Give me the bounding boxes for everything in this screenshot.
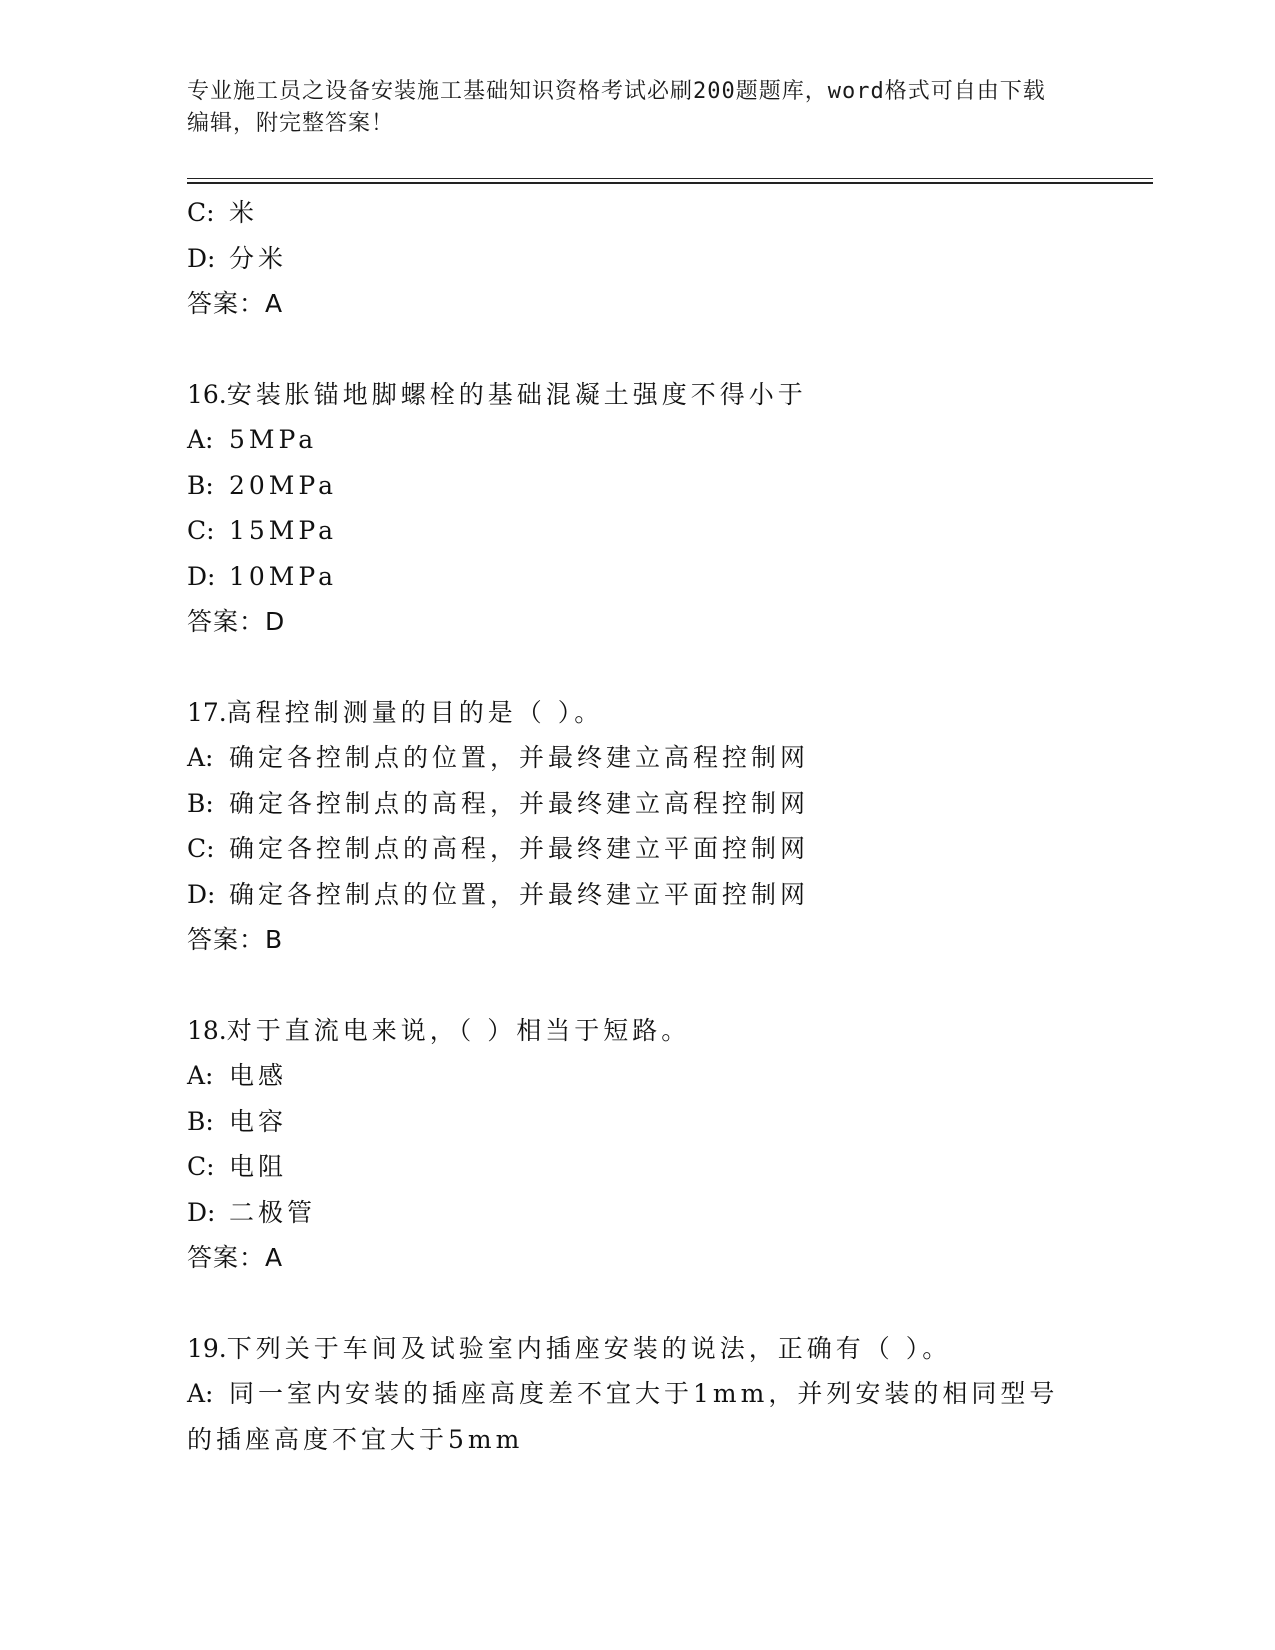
header-divider-top bbox=[187, 178, 1153, 179]
partial-question bbox=[187, 190, 1067, 327]
option-text: 确定各控制点的位置，并最终建立高程控制网 bbox=[229, 743, 810, 772]
option-label: A: bbox=[187, 1379, 214, 1408]
header-divider-bottom bbox=[187, 182, 1153, 184]
option-d bbox=[187, 1190, 1067, 1236]
option-c bbox=[187, 508, 1067, 554]
option-text: 20MPa bbox=[229, 470, 338, 500]
option-d bbox=[187, 554, 1067, 600]
option-text: 二极管 bbox=[229, 1197, 317, 1227]
option-label: D: bbox=[187, 1197, 216, 1227]
spacer bbox=[187, 327, 1067, 372]
option-label: A: bbox=[187, 743, 214, 772]
question-18 bbox=[187, 1008, 1067, 1281]
spacer bbox=[187, 645, 1067, 690]
question-stem bbox=[187, 1326, 1067, 1372]
option-label: C: bbox=[187, 834, 215, 863]
question-number: 16. bbox=[187, 379, 227, 409]
option-text: 15MPa bbox=[229, 516, 338, 545]
question-number: 17. bbox=[187, 697, 227, 727]
question-stem bbox=[187, 372, 1067, 418]
option-label: B: bbox=[187, 1106, 214, 1136]
answer-line: 答案：A bbox=[187, 1243, 284, 1272]
option-text: 米 bbox=[229, 198, 259, 227]
option-label: D: bbox=[187, 243, 216, 273]
option-c bbox=[187, 190, 1067, 236]
answer-line: 答案：B bbox=[187, 925, 284, 954]
option-a bbox=[187, 1053, 1067, 1099]
question-text: 下列关于车间及试验室内插座安装的说法，正确有（ ）。 bbox=[226, 1333, 952, 1363]
option-b bbox=[187, 1099, 1067, 1145]
option-text: 电感 bbox=[229, 1061, 288, 1090]
option-d bbox=[187, 236, 1067, 282]
option-text: 确定各控制点的高程，并最终建立高程控制网 bbox=[229, 788, 810, 818]
option-text: 确定各控制点的位置，并最终建立平面控制网 bbox=[229, 879, 810, 909]
option-c bbox=[187, 826, 1067, 872]
option-label: B: bbox=[187, 788, 214, 818]
option-label: A: bbox=[187, 1061, 214, 1090]
question-17 bbox=[187, 690, 1067, 963]
option-d bbox=[187, 872, 1067, 918]
option-label: D: bbox=[187, 561, 216, 591]
option-a bbox=[187, 417, 1067, 463]
answer-line: 答案：D bbox=[187, 607, 286, 636]
option-c bbox=[187, 1144, 1067, 1190]
question-19 bbox=[187, 1326, 1067, 1463]
option-label: D: bbox=[187, 879, 216, 909]
spacer bbox=[187, 963, 1067, 1008]
option-label: C: bbox=[187, 1152, 215, 1181]
question-16 bbox=[187, 372, 1067, 645]
option-text: 10MPa bbox=[229, 561, 338, 591]
option-text: 5MPa bbox=[229, 425, 318, 454]
option-text: 同一室内安装的插座高度差不宜大于1mm，并列安装的相同型号的插座高度不宜大于5mm bbox=[187, 1379, 1059, 1454]
question-stem bbox=[187, 1008, 1067, 1054]
answer-line: 答案：A bbox=[187, 289, 284, 318]
question-text: 高程控制测量的目的是（ ）。 bbox=[226, 697, 604, 727]
option-text: 电容 bbox=[229, 1106, 288, 1136]
option-a bbox=[187, 735, 1067, 781]
option-label: C: bbox=[187, 516, 215, 545]
question-number: 19. bbox=[187, 1333, 227, 1363]
question-list bbox=[187, 190, 1067, 1462]
option-label: C: bbox=[187, 198, 215, 227]
question-number: 18. bbox=[187, 1015, 227, 1045]
option-b bbox=[187, 463, 1067, 509]
option-a bbox=[187, 1371, 1067, 1462]
option-text: 电阻 bbox=[229, 1152, 288, 1181]
spacer bbox=[187, 1281, 1067, 1326]
option-b bbox=[187, 781, 1067, 827]
question-text: 安装胀锚地脚螺栓的基础混凝土强度不得小于 bbox=[226, 379, 807, 409]
option-label: A: bbox=[187, 425, 214, 454]
question-text: 对于直流电来说，（ ）相当于短路。 bbox=[226, 1015, 691, 1045]
question-stem bbox=[187, 690, 1067, 736]
option-text: 确定各控制点的高程，并最终建立平面控制网 bbox=[229, 834, 810, 863]
document-header: 专业施工员之设备安装施工基础知识资格考试必刷200题题库，word格式可自由下载编辑，附完整答案！ bbox=[187, 79, 1046, 136]
option-text: 分米 bbox=[229, 243, 288, 273]
option-label: B: bbox=[187, 470, 214, 500]
